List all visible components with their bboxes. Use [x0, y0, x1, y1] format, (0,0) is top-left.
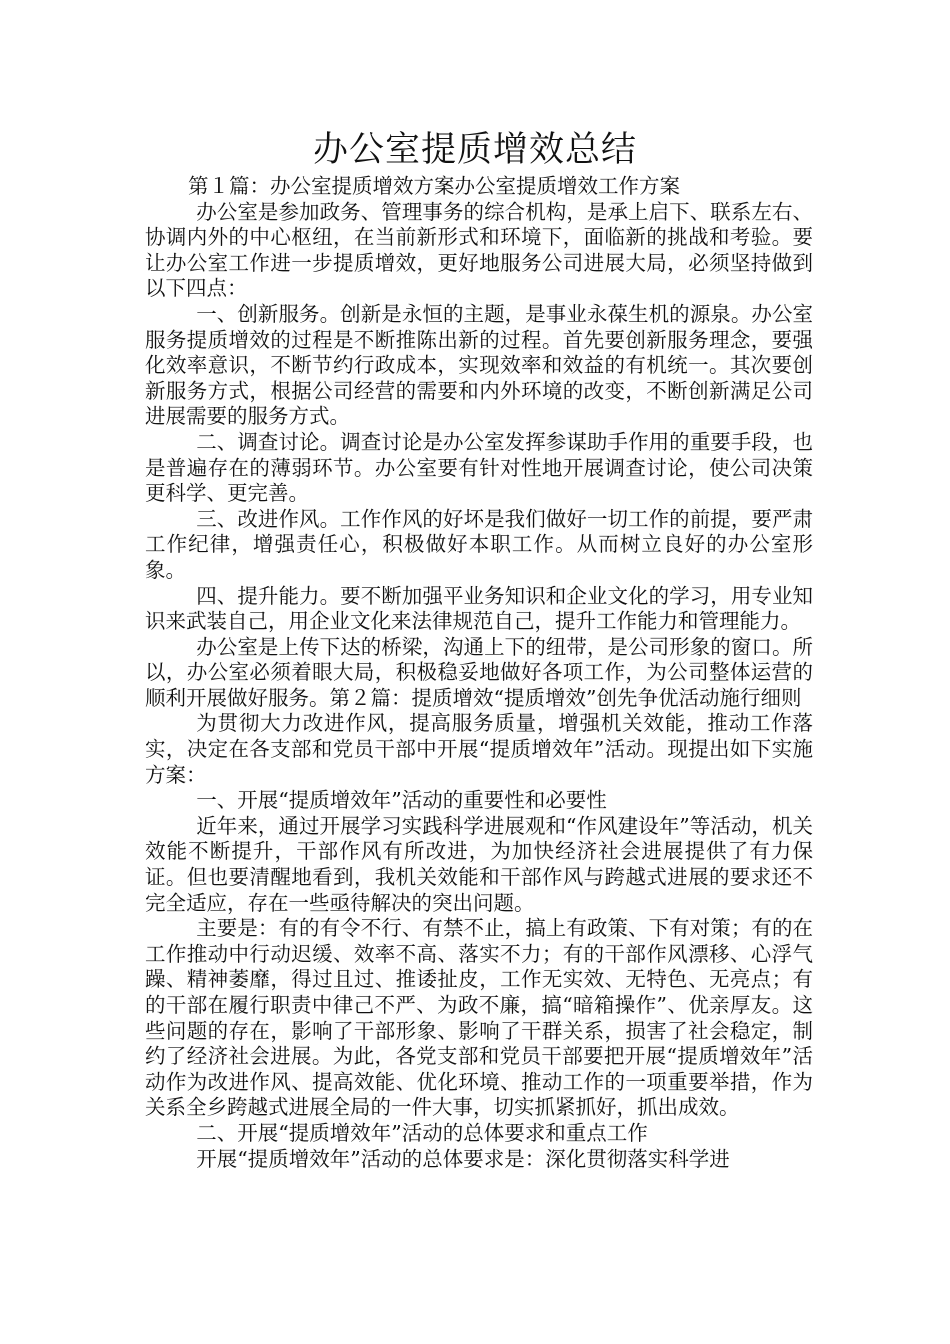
- paragraph: 主要是：有的有令不行、有禁不止，搞上有政策、下有对策；有的在工作推动中行动迟缓、效率不高、落实不力；有的干部作风漂移、心浮气躁、精神萎靡，得过且过、推诿扯皮，工作无实效、无特色、无亮点；有的干部在履行职责中律己不严、为政不廉，搞“暗箱操作”、优亲厚友。这些问题的存在，影响了干部形象、影响了干群关系，损害了社会稳定，制约了经济社会进展。为此，各党支部和党员干部要把开展“提质增效年”活动作为改进作风、提高效能、优化环境、推动工作的一项重要举措，作为关系全乡跨越式进展全局的一件大事，切实抓紧抓好，抓出成效。: [145, 916, 813, 1120]
- paragraph: 二、调查讨论。调查讨论是办公室发挥参谋助手作用的重要手段，也是普遍存在的薄弱环节。办公室要有针对性地开展调查讨论，使公司决策更科学、更完善。: [145, 429, 813, 506]
- paragraph: 办公室是参加政务、管理事务的综合机构，是承上启下、联系左右、协调内外的中心枢纽，在当前新形式和环境下，面临新的挑战和考验。要让办公室工作进一步提质增效，更好地服务公司进展大局，必须坚持做到以下四点：: [145, 199, 813, 301]
- paragraph-article-1-heading: 第１篇：办公室提质增效方案办公室提质增效工作方案: [188, 174, 681, 198]
- paragraph: 一、创新服务。创新是永恒的主题，是事业永葆生机的源泉。办公室服务提质增效的过程是不断推陈出新的过程。首先要创新服务理念，要强化效率意识，不断节约行政成本，实现效率和效益的有机统一。其次要创新服务方式，根据公司经营的需要和内外环境的改变，不断创新满足公司进展需要的服务方式。: [145, 301, 813, 429]
- paragraph: 开展“提质增效年”活动的总体要求是：深化贯彻落实科学进: [196, 1146, 730, 1171]
- paragraph: 为贯彻大力改进作风，提高服务质量，增强机关效能，推动工作落实，决定在各支部和党员干部中开展“提质增效年”活动。现提出如下实施方案：: [145, 711, 813, 787]
- section-heading: 一、开展“提质增效年”活动的重要性和必要性: [196, 788, 607, 813]
- document-title: 办公室提质增效总结: [312, 130, 637, 170]
- section-heading: 二、开展“提质增效年”活动的总体要求和重点工作: [196, 1120, 648, 1145]
- paragraph: 近年来，通过开展学习实践科学进展观和“作风建设年”等活动，机关效能不断提升，干部作风有所改进，为加快经济社会进展提供了有力保证。但也要清醒地看到，我机关效能和干部作风与跨越式进展的要求还不完全适应，存在一些亟待解决的突出问题。: [145, 813, 813, 915]
- paragraph: 三、改进作风。工作作风的好坏是我们做好一切工作的前提，要严肃工作纪律，增强责任心，积极做好本职工作。从而树立良好的办公室形象。: [145, 506, 813, 582]
- document-body: [145, 174, 813, 1172]
- paragraph: 四、提升能力。要不断加强平业务知识和企业文化的学习，用专业知识来武装自己，用企业文化来法律规范自己，提升工作能力和管理能力。: [145, 583, 813, 634]
- paragraph: 办公室是上传下达的桥梁，沟通上下的纽带，是公司形象的窗口。所以，办公室必须着眼大局，积极稳妥地做好各项工作，为公司整体运营的顺利开展做好服务。第２篇：提质增效“提质增效”创先争优活动施行细则: [145, 634, 813, 710]
